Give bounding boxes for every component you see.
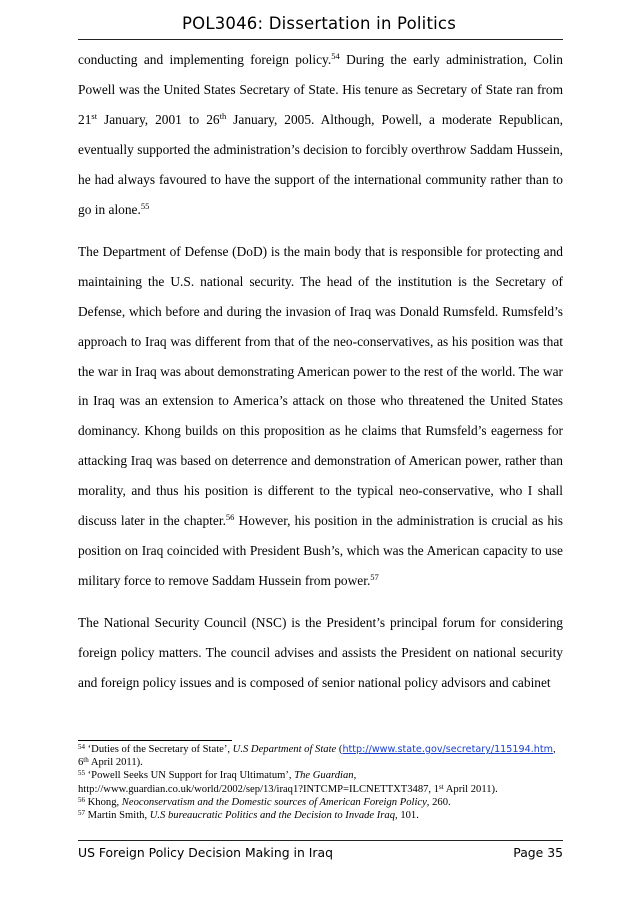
footnote-55: $^{55}$ ‘Powell Seeks UN Support for Iraq Ultimatum’, The Guardian, http://www.guardian.co.uk/world/2002/sep/13/iraq1?INTCMP=ILCNETTXT3487, 1st April 2011). bbox=[78, 769, 498, 795]
body-text bbox=[78, 45, 563, 711]
footer-title: US Foreign Policy Decision Making in Iraq bbox=[78, 845, 333, 860]
footnote-57: $^{57}$ Martin Smith, U.S bureaucratic Politics and the Decision to Invade Iraq, 101. bbox=[78, 809, 419, 822]
footnote-56: $^{56}$ Khong, Neoconservatism and the Domestic sources of American Foreign Policy, 260. bbox=[78, 795, 451, 808]
footnotes bbox=[78, 743, 563, 822]
paragraph-3: The National Security Council (NSC) is the President’s principal forum for considering foreign policy matters. The council advises and assists the President on national security and foreign policy issues and is composed of senior national policy advisors and cabinet bbox=[78, 615, 563, 691]
footnote-ref[interactable]: 54 bbox=[331, 51, 340, 61]
header-title: POL3046: Dissertation in Politics bbox=[181, 14, 456, 33]
paragraph-2: The Department of Defense (DoD) is the main body that is responsible for protecting and maintaining the U.S. national security. The head of the institution is the Secretary of Defense, which before and during the invasion of Iraq was Donald Rumsfeld. Rumsfeld’s approach to Iraq was different from that of the neo-conservatives, as his position was that the war in Iraq was about demonstrating American power to the rest of the world. The war in Iraq was an extension to America’s attack on those who threatened the United States dominancy. Khong builds on this proposition as he claims that Rumsfeld’s eagerness for attacking Iraq was based on deterrence and demonstration of American power, rather than morality, and thus his position is different to the typical neo-conservative, who I shall discuss later in the chapter.$^{56}$ However, his position in the administration is crucial as his position on Iraq coincided with President Bush’s, which was the American capacity to use military force to remove Saddam Hussein from power.$^{57}$ bbox=[78, 243, 563, 588]
footnote-ref[interactable]: 55 bbox=[140, 200, 150, 211]
page-header bbox=[0, 14, 638, 33]
page-number: Page 35 bbox=[513, 845, 563, 860]
footnote-54: $^{54}$ ‘Duties of the Secretary of State’, U.S Department of State (http://www.state.gov/secretary/115194.htm, 6th April 2011). bbox=[78, 743, 556, 769]
header-rule bbox=[78, 39, 563, 40]
footnote-link[interactable]: http://www.state.gov/secretary/115194.htm bbox=[342, 744, 553, 755]
paragraph-1: conducting and implementing foreign policy.$^{54}$ During the early administration, Colin Powell was the United States Secretary of State. His tenure as Secretary of State ran from 21st January, 2001 to 26th January, 2005. Although, Powell, a moderate Republican, eventually supported the administration’s decision to forcibly overthrow Saddam Hussein, he had always favoured to have the support of the international community rather than to go in alone.$^{55}$ bbox=[78, 51, 563, 217]
footer-rule bbox=[78, 840, 563, 841]
footnote-separator bbox=[78, 740, 232, 741]
footnote-ref[interactable]: 57 bbox=[370, 571, 379, 582]
footnote-ref[interactable]: 56 bbox=[225, 512, 235, 523]
